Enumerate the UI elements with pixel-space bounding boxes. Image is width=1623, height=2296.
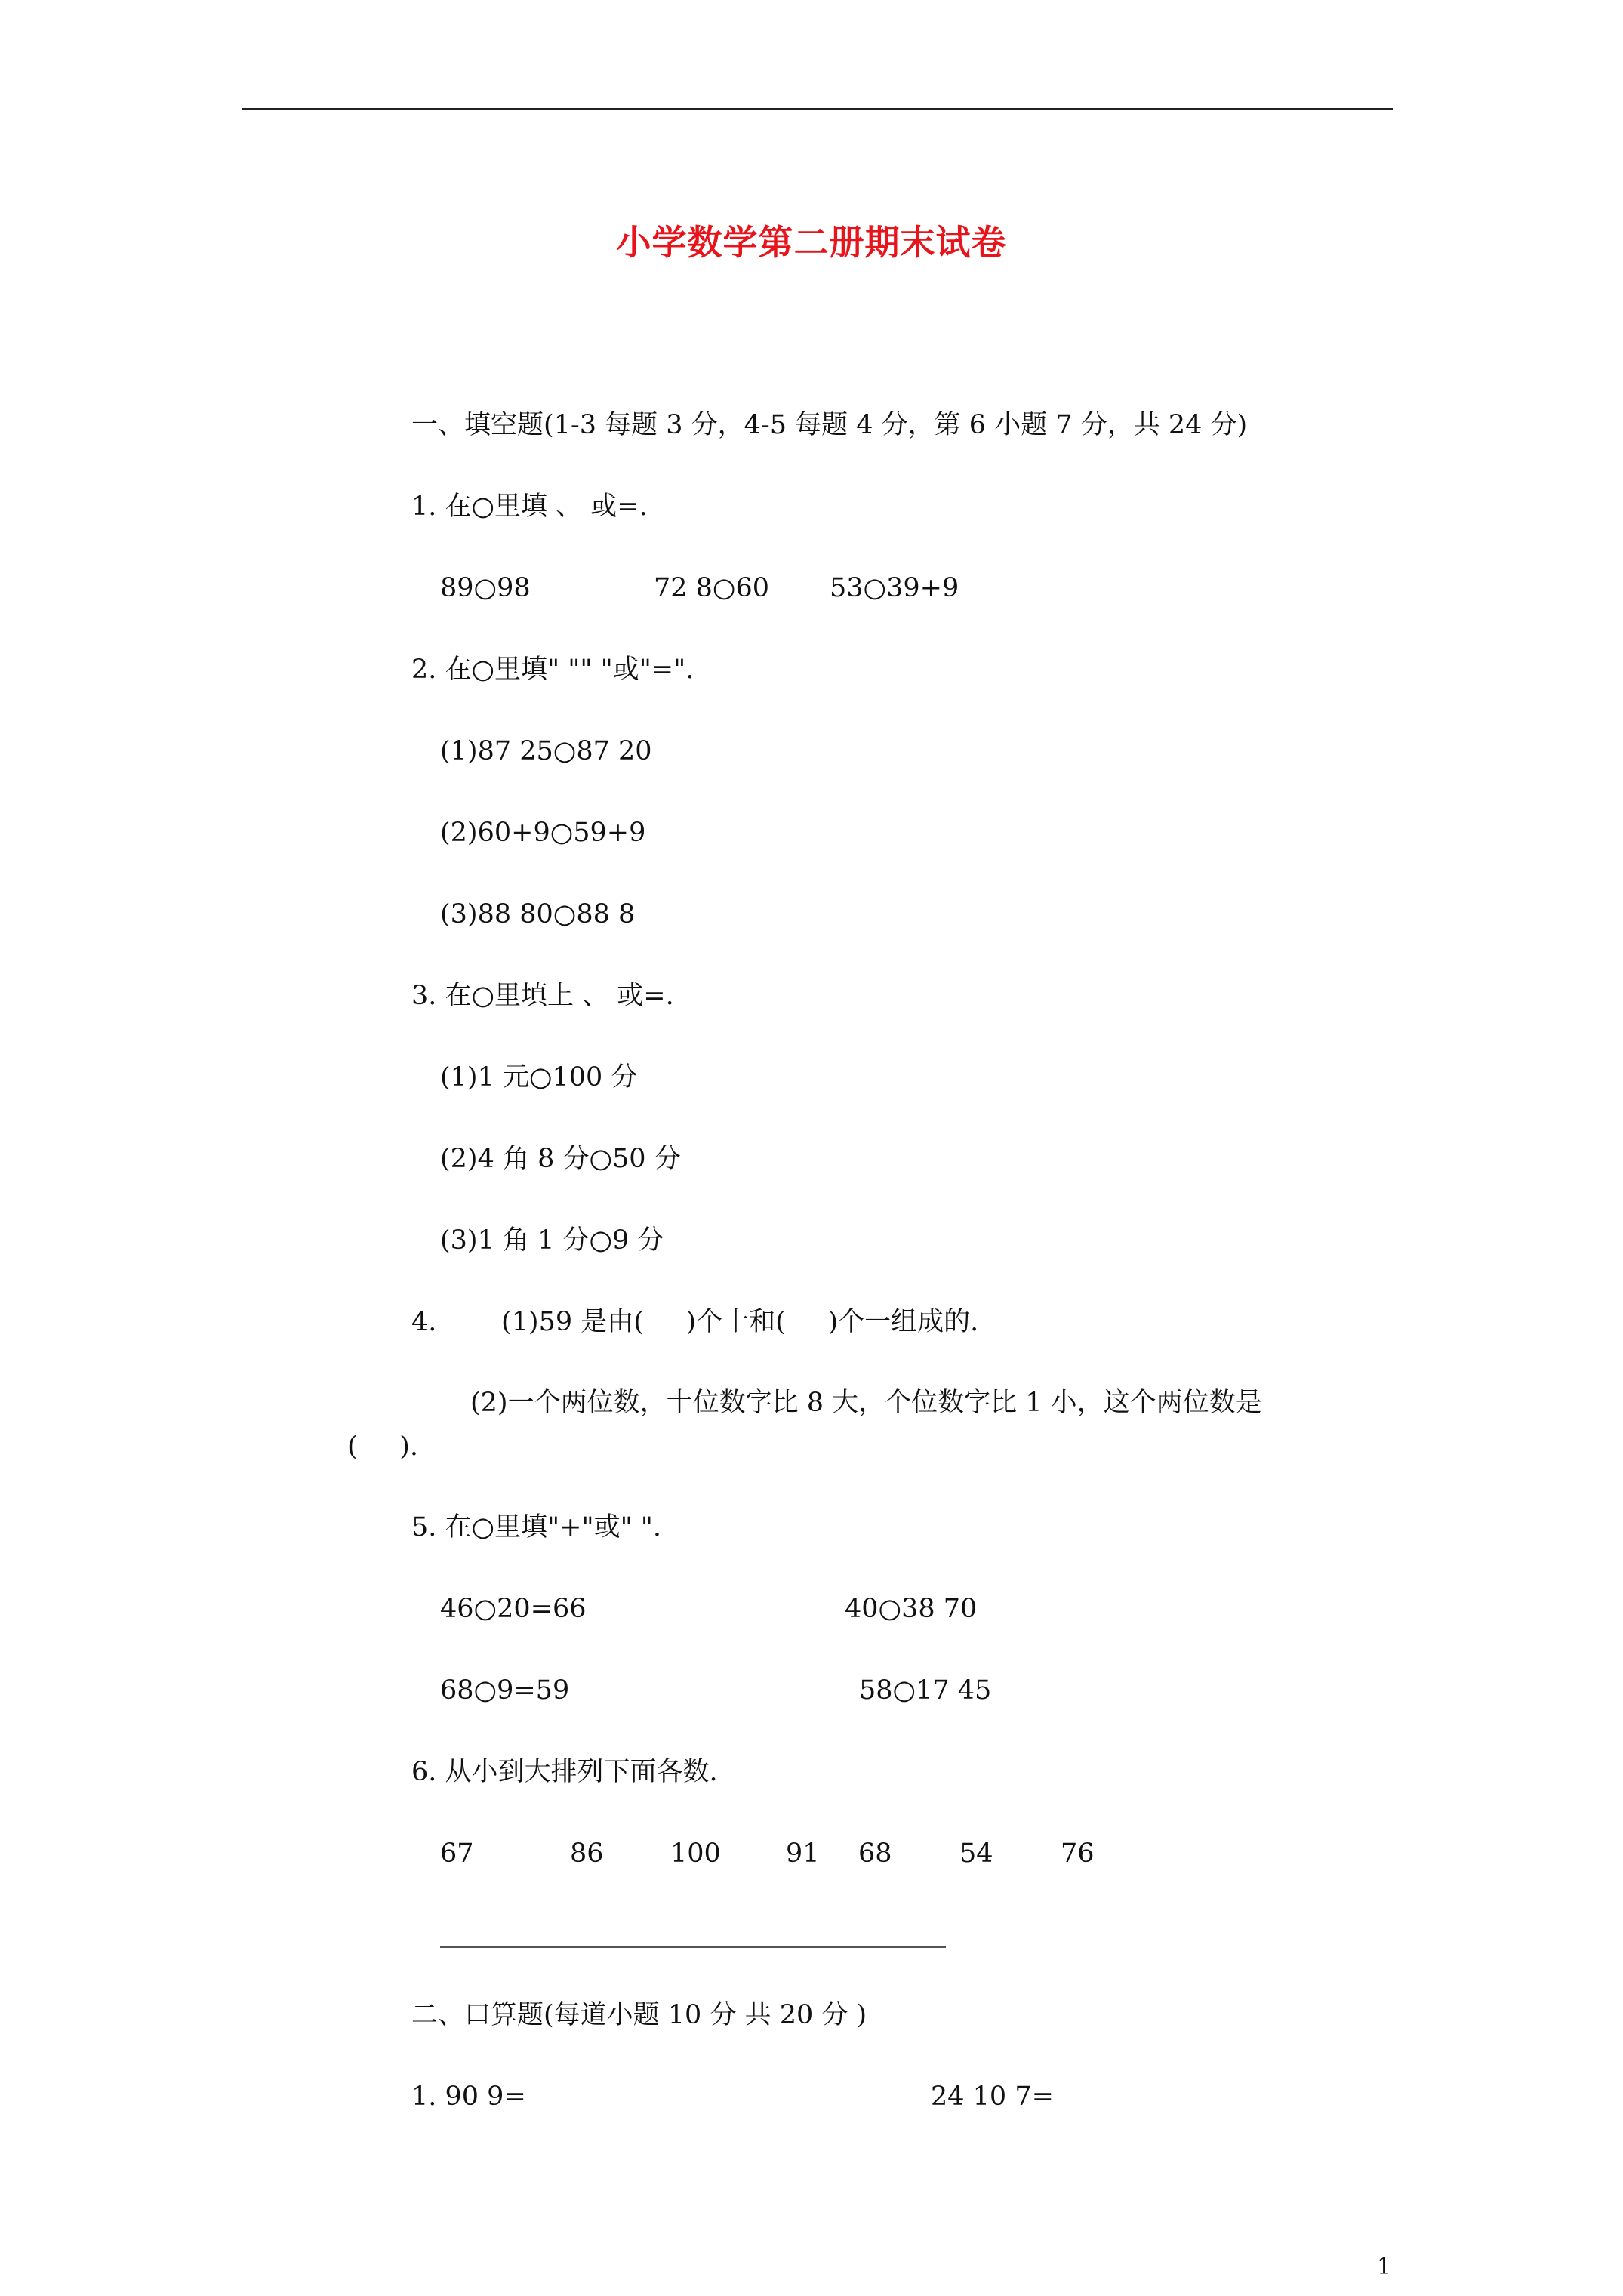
answer-line [440, 1946, 946, 1948]
q2-item-b: (2)60+9○59+9 [440, 818, 646, 848]
q6-number: 86 [570, 1838, 604, 1869]
q1-prompt: 1. 在○里填 、 或=. [411, 492, 648, 522]
page-title: 小学数学第二册期末试卷 [616, 222, 1007, 263]
q1-item-b: 72 8○60 [654, 573, 770, 603]
section1-heading: 一、填空题(1-3 每题 3 分，4-5 每题 4 分，第 6 小题 7 分，共 24 分) [411, 410, 1248, 440]
q6-number: 100 [670, 1838, 721, 1869]
s2-q1-item-a: 1. 90 9= [411, 2082, 526, 2112]
q1-item-a: 89○98 [440, 573, 531, 603]
q1-item-c: 53○39+9 [830, 573, 959, 603]
q5-prompt: 5. 在○里填"+"或" ". [411, 1512, 662, 1542]
header-rule [242, 108, 1393, 110]
q6-number: 76 [1061, 1838, 1095, 1869]
q2-item-a: (1)87 25○87 20 [440, 736, 652, 766]
q2-prompt: 2. 在○里填" "" "或"=". [411, 655, 694, 685]
q6-number: 68 [858, 1838, 892, 1869]
q5-item-d: 58○17 45 [859, 1675, 992, 1706]
section2-heading: 二、口算题(每道小题 10 分 共 20 分 ) [411, 2000, 867, 2030]
q4-item-b: (2)一个两位数，十位数字比 8 大，个位数字比 1 小，这个两位数是 [470, 1388, 1262, 1418]
q3-item-a: (1)1 元○100 分 [440, 1062, 638, 1093]
q6-number: 67 [440, 1838, 474, 1869]
q3-item-b: (2)4 角 8 分○50 分 [440, 1144, 681, 1174]
q5-item-b: 40○38 70 [845, 1594, 978, 1624]
q5-item-c: 68○9=59 [440, 1675, 570, 1706]
q5-item-a: 46○20=66 [440, 1594, 587, 1624]
q6-number: 91 [786, 1838, 820, 1869]
page-number: 1 [1377, 2254, 1392, 2280]
q6-number: 54 [959, 1838, 993, 1869]
s2-q1-item-b: 24 10 7= [931, 2082, 1054, 2112]
q4-item-a: (1)59 是由( )个十和( )个一组成的. [501, 1307, 979, 1337]
q2-item-c: (3)88 80○88 8 [440, 899, 636, 929]
q6-prompt: 6. 从小到大排列下面各数. [411, 1757, 718, 1787]
q3-item-c: (3)1 角 1 分○9 分 [440, 1225, 664, 1256]
q4-item-b-continued: ( ). [347, 1432, 419, 1462]
q4-number: 4. [411, 1307, 437, 1337]
q3-prompt: 3. 在○里填上 、 或=. [411, 981, 674, 1011]
